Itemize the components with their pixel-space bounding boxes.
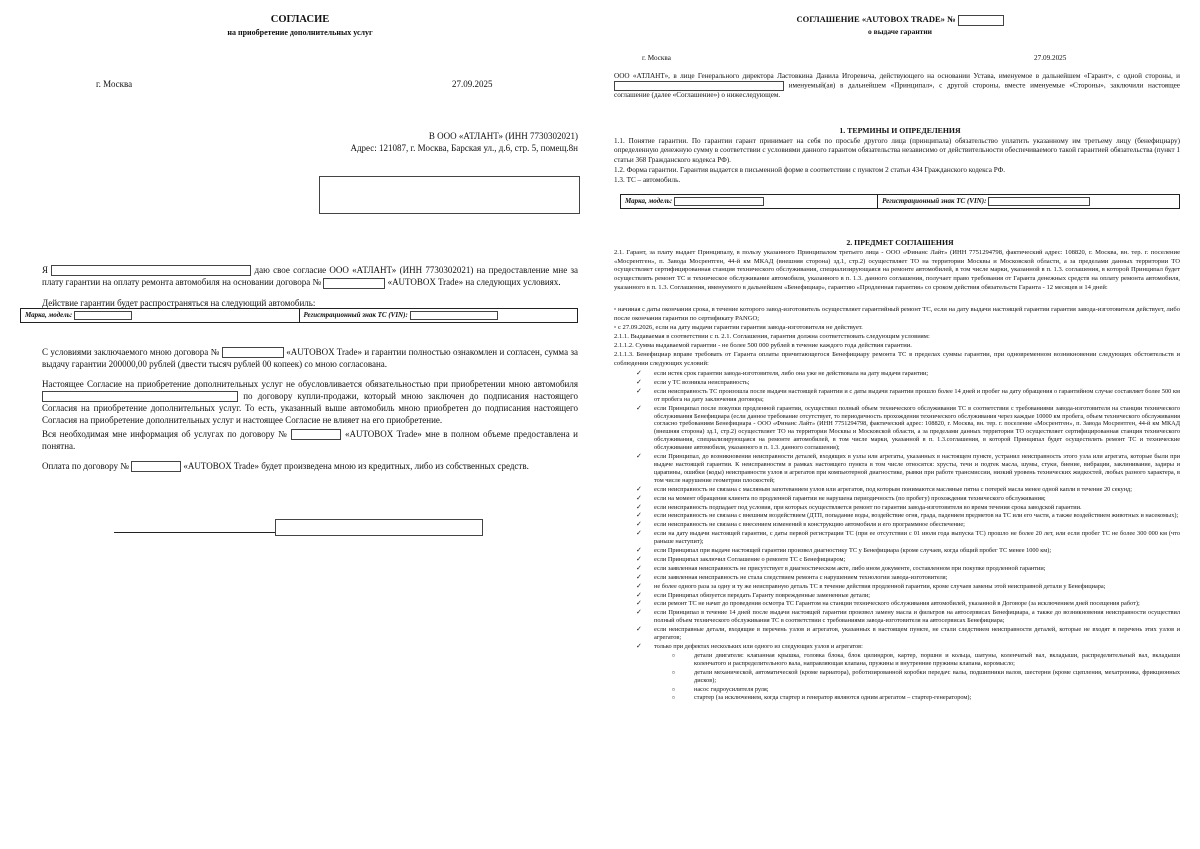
condition-item: ✓ если Принципал в течение 14 дней после выдачи настоящей гарантии произвел замену масла и фильтров на автосервисах Бенефициара, а также до возникновения неисправности осуществил полный объем технического обслуживания ТС в соответствии с требованиями завода-изготовителя на автосервисах Бенефициара;: [654, 609, 1180, 625]
condition-item: ✓ если неисправные детали, входящие в перечень узлов и агрегатов, указанных в настоящем пункте, не стали следствием неисправности деталей, которые не входят в перечень этих узлов и агрегатов;: [654, 626, 1180, 642]
condition-item: ✓ если неисправность не связана с внесением изменений в конструкцию автомобиля и его программное обеспечение;: [654, 521, 1180, 529]
section-2-1-a: ▫ начиная с даты окончания срока, в течение которого завод-изготовитель осуществляет гарантийный ремонт ТС, если на дату выдачи настоящей гарантии гарантия завода-изготовителя действует, либо после окончания гарантии по сертификату PANGO;: [614, 306, 1180, 322]
condition-item: ✓ если неисправность не связана с масляным запотеванием узлов или агрегатов, под которым понимаются масляные пятна с потерей масла менее одной капли в течение 20 секунд;: [654, 486, 1180, 494]
vehicle-reg-cell: Регистрационный знак ТС (VIN):: [299, 309, 578, 323]
consent-date: 27.09.2025: [452, 79, 493, 89]
section-1-3: 1.3. ТС – автомобиль.: [614, 176, 681, 184]
vehicle-brand-cell: Марка, модель:: [21, 309, 300, 323]
condition-item: ✓ если Принципал заключил Соглашение о ремонте ТС с Бенефициаром;: [654, 556, 1180, 564]
consent-paragraph-1: Я даю свое согласие ООО «АТЛАНТ» (ИНН 7730302021) на предоставление мне за плату гарантии на оплату ремонта автомобиля на основании договора № «AUTOBOX Trade» на следующих условиях.: [42, 265, 578, 288]
agreement-vehicle-table: Марка, модель: Регистрационный знак ТС (VIN):: [620, 194, 1180, 209]
section-1-title: 1. ТЕРМИНЫ И ОПРЕДЕЛЕНИЯ: [839, 126, 961, 135]
redacted-name: [51, 265, 251, 276]
condition-item: ✓ если Принципал, до возникновения неисправности деталей, входящих в узлы или агрегаты, указанных в настоящем пункте, устранил неисправность этого узла или агрегата, которые были при выдаче настоящей гарантии. К неисправностям в рамках настоящего пункта в том числе относятся: хрусты, течи и подтек масла, шумы, стуки, биение, вибрации, заклинивание, задиры и царапины, ошибки (коды) неисправности узлов и агрегатов при компьютерной диагностике, рывки при работе трансмиссии, низкий уровень технических жидкостей, любых разного характера, в том числе нарушение геометрии плоскостей;: [654, 453, 1180, 485]
condition-item: ✓ если Принципал обязуется передать Гаранту поврежденные замененные детали;: [654, 592, 1180, 600]
section-2-1-1-2: 2.1.1.2. Сумма выдаваемой гарантии - не более 500 000 рублей в течение каждого года действия гарантии.: [614, 342, 912, 349]
section-2-1-b: ▫ с 27.09.2026, если на дату выдачи гарантии гарантия завода-изготовителя не действует.: [614, 324, 863, 331]
condition-item: ✓ если Принципал при выдаче настоящей гарантии произвел диагностику ТС у Бенефициара (кроме случаев, когда общий пробег ТС менее 1000 км);: [654, 547, 1180, 555]
condition-item: ✓ если заявленная неисправность не стала следствием ремонта с нарушением технологии завода-изготовителя;: [654, 574, 1180, 582]
agreement-page: [600, 0, 1200, 849]
component-item: ▫ детали механической, автоматической (кроме вариатора), роботизированной коробки передач: валы, подшипники валов, шестерни (кроме сцепления, мехатроника, фрикционных дисков);: [694, 669, 1180, 685]
agreement-city: г. Москва: [642, 54, 671, 62]
agreement-intro: ООО «АТЛАНТ», в лице Генерального директора Ластовкина Данила Игоревича, действующего на основании Устава, именуемое в дальнейшем «Гарант», с одной стороны, и именуемый(ая) в дальнейшем «Принципал», с другой стороны, вместе именуемые «Стороны», заключили настоящее соглашение (далее «Соглашение») о нижеследующем.: [614, 72, 1180, 100]
condition-item: ✓ если у ТС возникла неисправность;: [654, 379, 1180, 387]
condition-item: ✓ только при дефектах нескольких или одного из следующих узлов и агрегатов:: [654, 643, 1180, 651]
condition-item: ✓ если неисправность не связана с внешним воздействием (ДТП, попадание воды, воздействие огня, града, падением предметов на ТС или его части, а также воздействием животных и насекомых);: [654, 512, 1180, 520]
component-item: ▫ насос гидроусилителя руля;: [694, 686, 1180, 694]
consent-paragraph-4: Настоящее Согласие на приобретение дополнительных услуг не обусловливается обязательностью при приобретении мною автомобиля по договору купли-продажи, который мною заключен до подписания настоящего Согласия на приобретение дополнительных услуг. То есть, указанный выше автомобиль мною приобретен до подписания настоящего Согласия на приобретение дополнительных услуг и настоящее Согласие не влияет на его приобретение.: [42, 379, 579, 426]
condition-item: ✓ если истек срок гарантии завода-изготовителя, либо она уже не действовала на дату выдачи гарантии;: [654, 370, 1180, 378]
consent-subtitle: на приобретение дополнительных услуг: [227, 28, 373, 37]
consent-paragraph-6: Оплата по договору № «AUTOBOX Trade» будет произведена мною из кредитных, либо из собственных средств.: [42, 461, 529, 471]
condition-item: ✓ если неисправность подпадает под условия, при которых осуществляется ремонт по гарантии завода-изготовителя во время течения срока заводской гарантии.: [654, 504, 1180, 512]
redacted-signature-block: [319, 176, 580, 214]
consent-title: СОГЛАСИЕ: [270, 14, 330, 25]
section-1-1: 1.1. Понятие гарантии. По гарантии гарант принимает на себя по просьбе другого лица (принципала) обязательство уплатить указанному им третьему лицу (бенефициару) определенную денежную сумму в соответствии с условиями данного гарантом обязательства независимо от действительности обеспечиваемого такой гарантией обязательства (пункт 1 статьи 368 Гражданского кодекса РФ).: [614, 137, 1180, 164]
consent-city: г. Москва: [96, 79, 133, 89]
section-2-1-1: 2.1.1. Выдаваемая в соответствии с п. 2.1. Соглашения, гарантия должна соответствовать следующим условиям:: [614, 333, 930, 340]
condition-item: ✓ если ремонт ТС не начат до проведения осмотра ТС Гарантом на станции технического обслуживания автомобилей, указанной в Договоре (за исключением дней посещения работ);: [654, 600, 1180, 608]
condition-item: ✓ не более одного раза за одну и ту же неисправную деталь ТС в течение действия продленной гарантии, кроме случаев замены этой неисправной детали у Бенефициара;: [654, 583, 1180, 591]
conditions-list: [614, 370, 1180, 703]
consent-paragraph-5: Вся необходимая мне информация об услугах по договору № «AUTOBOX Trade» мне в полном объеме предоставлена и понятна.: [42, 429, 579, 452]
agreement-subtitle: о выдаче гарантии: [868, 27, 932, 36]
section-1-2: 1.2. Форма гарантии. Гарантия выдается в письменной форме в соответствии с пунктом 2 статьи 434 Гражданского кодекса РФ.: [614, 166, 1006, 174]
section-2-title: 2. ПРЕДМЕТ СОГЛАШЕНИЯ: [846, 238, 954, 247]
section-2-1: 2.1. Гарант, за плату выдает Принципалу, в пользу указанного Принципалом третьего лица - ООО «Финанс Лайт» (ИНН 7751294798, фактический адрес: 108820, г. Москва, вн. тер. г. поселение «Мосрентген», п. Завода Мосрентген, 44-й км МКАД (внешняя сторона) зд.1, стр.2) осуществляет ТО на территории Москвы и Московской области, а за пределами данных территории ТО осуществляет сертифицированная станция технического обслуживания, специализирующаяся на ремонте автомобилей, в том числе марки, указанной в п. 1.3. соглашения, в которой Принципал будет осуществлять ремонт ТС и техническое обслуживание автомобиля, указанного в п. 1.3. данного соглашения, получает право требования от Гаранта денежных средств на оплату ремонта автомобиля, указанного в п. 1.3. Соглашения, именуемого в дальнейшем «Бенефициар», гарантию «Продленная гарантия» со сроком действия обязательств Гаранта - 12 месяцев и 14 дней:: [614, 249, 1180, 291]
component-item: ▫ стартер (за исключением, когда стартер и генератор являются одним агрегатом – стартер-генератором);: [694, 694, 1180, 702]
condition-item: ✓ если на момент обращения клиента по продленной гарантии не нарушена периодичность (по пробегу) прохождения технического обслуживания;: [654, 495, 1180, 503]
consent-paragraph-2: Действие гарантии будет распространяться на следующий автомобиль:: [42, 298, 316, 308]
section-2-1-1-3: 2.1.1.3. Бенефициар вправе требовать от Гаранта оплаты причитающегося Бенефициару ремонта ТС в пределах суммы гарантии, при одновременном возникновении следующих обстоятельств и соблюдении следующих условий:: [614, 351, 1180, 367]
addressee-line: В ООО «АТЛАНТ» (ИНН 7730302021): [428, 131, 578, 141]
condition-item: ✓ если Принципал после покупки продленной гарантии, осуществил полный объем технического обслуживания ТС в соответствии с требованиями завода-изготовителя на станции технического обслуживания Бенефициара (если данное требование отсутствует, то периодичность прохождения технического обслуживания через каждые 10000 км пробега, объем технического обслуживания согласно требованиям Бенефициара - ООО «Финанс Лайт» (ИНН 7751294798, фактический адрес: 108820, г. Москва, вн. тер. г. поселение «Мосрентген», п. Завода Мосрентген, 44-й км МКАД (внешняя сторона) зд.1, стр.2) осуществляет ТО на территории Москвы и Московской области, а за пределами данных территории ТО осуществляет сертифицированная станция технического обслуживания, специализирующаяся на ремонте автомобилей, в том числе марки, указанной в п. 1.3.соглашения, в которой Принципал будет осуществлять ремонт ТС и технические обслуживание автомобиля, указанного в п. 1.3. данного соглашения);: [654, 405, 1180, 452]
redacted-contract-number: [323, 278, 385, 289]
condition-item: ✓ если заявленная неисправность не присутствует в диагностическом акте, либо ином документе, составленном при покупке продленной гарантии;: [654, 565, 1180, 573]
condition-item: ✓ если на дату выдачи настоящей гарантии, с даты первой регистрации ТС (при ее отсутствии с 01 июля года выпуска ТС) прошло не более 20 лет, или если пробег ТС не более 300 000 км (что раньше наступит);: [654, 530, 1180, 546]
redacted-agreement-number: [958, 15, 1004, 26]
consent-paragraph-3: С условиями заключаемого мною договора № «AUTOBOX Trade» и гарантии полностью ознакомлен и согласен, сумма за выдачу гарантии 200000,00 рублей (двести тысяч рублей 00 копеек) со мною согласована.: [42, 347, 579, 370]
signature-line: [114, 532, 276, 533]
agreement-title: СОГЛАШЕНИЕ «AUTOBOX TRADE» №: [600, 14, 1200, 26]
addressee-address: Адрес: 121087, г. Москва, Барская ул., д.6, стр. 5, помещ.8н: [350, 143, 578, 153]
vehicle-table: [20, 308, 578, 323]
condition-item: ✓ если неисправность ТС произошла после выдачи настоящей гарантии и с даты выдачи гарантии прошло более 14 дней и пробег на дату обращения о гарантийном случае составляет более 500 км от пробега на дату заключения договора;: [654, 388, 1180, 404]
component-item: ▫ детали двигателя: клапанная крышка, головка блока, блок цилиндров, картер, поршни и кольца, шатуны, коленчатый вал, вкладыши, распределительный вал, вкладыши коленчатого и распределительного вала, направляющая клапана, пружины и внутренние пружины клапана, коромысло;: [694, 652, 1180, 668]
agreement-date: 27.09.2025: [1034, 54, 1067, 62]
redacted-signer-name: [275, 519, 483, 536]
